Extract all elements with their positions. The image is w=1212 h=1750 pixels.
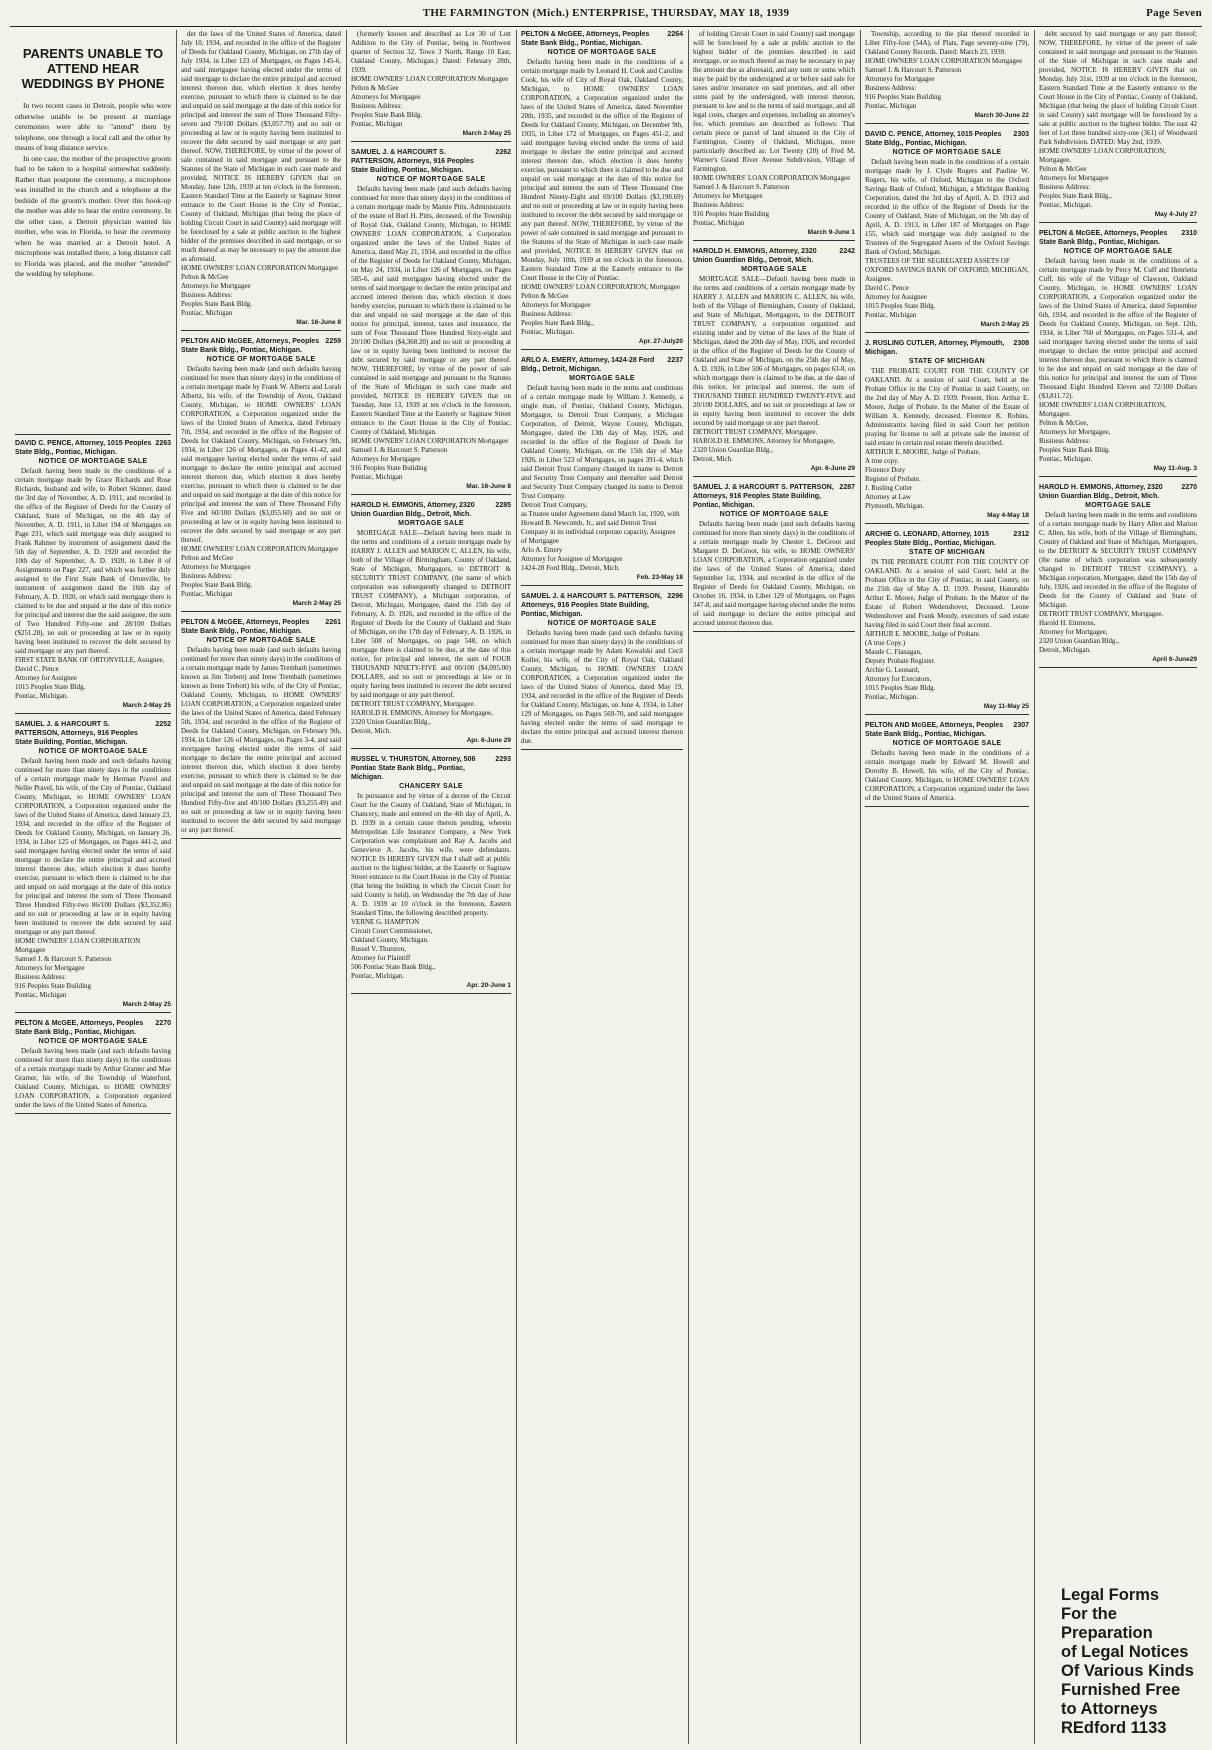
ad-line: For the Preparation: [1061, 1605, 1153, 1642]
ad-line: to Attorneys: [1061, 1700, 1158, 1718]
notice-title: NOTICE OF MORTGAGE SALE: [206, 637, 316, 644]
column-content: [176, 30, 346, 1744]
column-1: [10, 30, 177, 1744]
notice-signature: VERNE G. HAMPTON Circuit Court Commissioner, Oakland County, Michigan. Russel V. Thurston, Attorney for Plaintiff 506 Pontiac State Bank Bldg., Pontiac, Michigan.: [351, 918, 436, 980]
masthead: [10, 4, 1202, 27]
notice-body: Defaults having been made (and such defaults having continued for more than ninety days) in the conditions of a certain mortgage made by Frank W. Albertz and Lorah Albertz, his wife, of the Township of Avon, Oakland County, Michigan, to HOME OWNERS' LOAN CORPORATION, a Corporation organized under the laws of the United States of America, dated February 7th, 1934, and recorded in the office of the Register of Deeds for Oakland County, Michigan, on February 9th, 1934, in Liber 126 of Mortgages, on Pages 41-42, and said mortgagee having elected under the terms of said mortgage to declare the entire principal and accrued interest thereon due, which election it does hereby exercise, pursuant to which there is claimed to be due and unpaid on said mortgage at the date of this notice for principal and interest the sum of Three Thousand Fifty Five and 60/100 Dollars ($3,055.60) and no suit or proceeding at law or in equity having been instituted to recover the debt secured by said mortgage or any part thereof.: [181, 365, 341, 544]
legal-notice: [181, 30, 341, 331]
notice-attorney: SAMUEL J. & HARCOURT S. PATTERSON, Attorneys, 916 Peoples State Building, Pontiac, Michigan.: [351, 149, 474, 174]
divider: [15, 434, 171, 435]
legal-notice: [15, 1019, 171, 1114]
legal-notice: [181, 618, 341, 839]
notice-body: MORTGAGE SALE—Default having been made in the terms and conditions of a certain mortgage made by HARRY J. ALLEN and MARION C. ALLEN, his wife, both of the Village of Birmingham, County of Oakland, State of Michigan, Mortgagors, to DETROIT & SECURITY TRUST COMPANY, (the name of which corporation was subsequently changed to DETROIT TRUST COMPANY), a Michigan corporation, of Detroit, Michigan, Mortgagee, dated the 15th day of February, A. D. 1926, and recorded in the office of the Register of Deeds for the County of Oakland and State of Michigan, on the 17th day of February, A. D. 1926, in Liber 508 of Mortgages, on page 548, on which mortgage there is claimed to be due, at the date of this notice, for principal and interest, the sum of FOUR THOUSAND NINETY-FIVE and 00/100 ($4,095.00) DOLLARS, and no suit or proceedings at law or in equity having been instituted to recover the debt secured by said mortgage or any part thereof.: [351, 529, 511, 699]
legal-notice: [1039, 30, 1197, 223]
notice-header: [15, 439, 171, 457]
page-number: Page Seven: [1146, 7, 1202, 19]
notice-attorney: DAVID C. PENCE, Attorney, 1015 Peoples State Bldg., Pontiac, Michigan.: [865, 131, 1002, 147]
divider: [15, 1012, 171, 1013]
divider: [521, 749, 683, 750]
notice-number: 2296: [667, 593, 683, 600]
divider: [865, 123, 1029, 124]
legal-notice: [15, 439, 171, 714]
notice-run-dates: Feb. 23-May 18: [636, 574, 683, 581]
legal-notice: [1039, 483, 1197, 668]
notice-signature: HOME OWNERS' LOAN CORPORATION Mortgagee Samuel J. & Harcourt S. Patterson Attorneys for Mortgagee Business Address: 916 Peoples State Building Pontiac, Michigan: [693, 174, 851, 227]
notice-attorney: SAMUEL J. & HARCOURT S. PATTERSON, Attorneys, 916 Peoples State Building, Pontiac, Michigan.: [15, 721, 138, 746]
notice-attorney: PELTON AND McGEE, Attorneys, Peoples State Bank Bldg., Pontiac, Michigan.: [181, 338, 320, 354]
column-7: [1034, 30, 1202, 1744]
notice-run-dates: March 2-May 25: [122, 702, 171, 709]
notice-body: debt secured by said mortgage or any part thereof; NOW, THEREFORE, by virtue of the power of sale contained in said mortgage and pursuant to the Statutes of the State of Michigan in such case made and provided, NOTICE IS HEREBY GIVEN that on Monday, July 31st, 1939 at ten o'clock in the forenoon, Eastern Standard Time at the Easterly entrance to the Court House in the City of Pontiac, County of Oakland, Michigan (that being the place of holding Circuit Court in said County) said mortgage will be foreclosed by a sale at public auction to the highest bidder. The east 42 feet of Lot three hundred sixty-one (361) of Woodward Park Subdivision. DATED: May 2nd, 1939.: [1039, 30, 1197, 146]
notice-header: [1039, 229, 1197, 247]
divider: [865, 523, 1029, 524]
notice-body: In pursuance and by virtue of a decree of the Circuit Court for the County of Oakland, State of Michigan, in Chancery, made and entered on the 4th day of April, A. D. 1939 in a certain cause therein pending, wherein Metropolitan Life Insurance Company, a New York Corporation was complainant and Ray A. Jacobs and Genevieve A. Jacobs, his wife, were defendants. NOTICE IS HEREBY GIVEN that I shall sell at public auction to the highest bidder, at the Easterly or Saginaw Street entrance to the Court House in the City of Pontiac (that being the building in which the Circuit Court for said County is held), on Wednesday the 7th day of June A. D. 1939 at 10 o'clock in the forenoon, Eastern Standard Time, the following described property.: [351, 792, 511, 917]
divider: [865, 806, 1029, 807]
notice-body: Defaults having been made in the conditions of a certain mortgage made by Leonard H. Cook and Caroline Cook, his wife of City of Royal Oak, Oakland County, Michigan, to HOME OWNERS' LOAN CORPORATION, a Corporation organized under the laws of the United States of America, dated November 20th, 1935, and recorded in the office of the Register of Deeds for Oakland County, Michigan, on December 9th, 1935, in Liber 172 of Mortgages, on Pages 451-2, and said mortgagee having elected under the terms of said mortgage to declare the entire principal and accrued interest thereon due, which election it does hereby exercise, pursuant to which there is claimed to be due and unpaid on said mortgage at the date of this notice for principal and interest the sum of Three Thousand One Hundred Ninety-Eight and 69/100 Dollars ($3,198.69) and no suit or proceeding at law or in equity having been instituted to recover the debt secured by said mortgage or any part thereof. NOW, THEREFORE, by virtue of the power of sale contained in said mortgage and pursuant to the Statutes of the State of Michigan in such case made and provided, NOTICE IS HEREBY GIVEN that on Monday, July 10th, 1939 at ten o'clock in the forenoon, Eastern Standard Time at the Easterly entrance to the Court House in the City of Pontiac.: [521, 58, 683, 282]
notice-signature: HOME OWNERS' LOAN CORPORATION Mortgagee Pelton & McGee Attorneys for Mortgagee Business Address: Peoples State Bank Bldg. Pontiac, Michigan: [351, 75, 509, 128]
story-paragraph: In one case, the mother of the prospective groom had to be taken to a hospital somewhat suddenly. Rather than postpone the ceremony, a microphone was installed in the church and a telephone at the bedside of the groom's mother. Over this hook-up the mother was able to hear the entire ceremony. In the other case, a Detroit physician wanted his mother, who was in Florida, to hear the ceremony when he was married at a Detroit hotel. A microphone was installed there, a long distance call to Florida was placed, and the mother "attended" the wedding by telephone.: [15, 153, 171, 278]
divider: [351, 993, 511, 994]
notice-signature: Detroit Trust Company, as Trustee under Agreement dated March 1st, 1920, with Howard B. Newcomb, Jr., and said Detroit Trust Company in its individual corporate capacity, Assignee of Mortgagee Arlo A. Emery Attorney for Assignee of Mortgagee 1424-28 Ford Bldg., Detroit, Mich.: [521, 501, 680, 572]
notice-attorney: HAROLD H. EMMONS, Attorney, 2320 Union Guardian Bldg., Detroit, Mich.: [693, 248, 817, 264]
notice-number: 2307: [1013, 722, 1029, 729]
notice-attorney: ARLO A. EMERY, Attorney, 1424-28 Ford Bldg., Detroit, Michigan.: [521, 357, 655, 373]
notice-header: [865, 721, 1029, 739]
masthead-title: THE FARMINGTON (Mich.) ENTERPRISE, THURSDAY, MAY 18, 1939: [422, 7, 790, 19]
notice-run-dates: March 2-May 25: [292, 600, 341, 607]
notice-signature: HOME OWNERS' LOAN CORPORATION, Mortgagee Pelton & McGee Attorneys for Mortgagee Business Address: Peoples State Bank Bldg., Pontiac, Michigan.: [521, 283, 680, 336]
notice-header: [15, 1019, 171, 1037]
notice-body: Defaults having been made in the conditions of a certain mortgage made by Edward M. Howell and Dorothy B. Howell, his wife, of the City of Pontiac, Oakland County, Michigan, to HOME OWNERS' LOAN CORPORATION, a Corporation organized under the laws of the United States of America.: [865, 749, 1029, 802]
notice-header: [865, 530, 1029, 548]
notice-body: Default having been made in the conditions of a certain mortgage made by Grace Richards and Rose Richards, husband and wife, to Robert Skinner, dated the 3rd day of November, A. D. 1911, and recorded in the office of the Register of Deeds for the County of Oakland, State of Michigan, on the 4th day of November, A. D. 1911, in Liber 194 of Mortgages on Page 231, which said mortgage was duly assigned to Frank Rahmer by instrument of assignment dated the 5th day of September, A. D. 1920 and recorded the 10th day of September, A. D. 1920, in Liber 8 of Assignments on Page 227, and which was further duly assigned to the First State Bank of Ortonville, by instrument of assignment dated the 16th day of February, A. D. 1920, on which said mortgage there is claimed to be due and unpaid at the date of this notice for principal and interest due the said assignee, the sum of Two Hundred Fifty-one and 28/100 Dollars ($251.28), no suit or proceeding at law or in equity having been instituted to recover the debt secured by said mortgage or any part thereof.: [15, 467, 171, 655]
notice-run-dates: Apr. 6-June 29: [466, 737, 511, 744]
notice-signature: DETROIT TRUST COMPANY, Mortgagee. HAROLD H. EMMONS, Attorney for Mortgagee, 2320 Union Guardian Bldg., Detroit, Mich.: [351, 700, 493, 735]
notice-attorney: SAMUEL J. & HARCOURT S. PATTERSON, Attorneys, 916 Peoples State Building, Pontiac, Michigan.: [521, 593, 662, 618]
notice-signature: DETROIT TRUST COMPANY, Mortgagee. Harold H. Emmons, Attorney for Mortgagee, 2320 Union Guardian Bldg., Detroit, Michigan.: [1039, 610, 1164, 654]
legal-notice: [865, 339, 1029, 524]
divider: [181, 611, 341, 612]
column-2: [176, 30, 347, 1744]
notice-attorney: PELTON & McGEE, Attorneys, Peoples State Bank Bldg., Pontiac, Michigan.: [15, 1020, 144, 1036]
ad-line: REdford 1133: [1061, 1719, 1167, 1737]
legal-notice: [693, 247, 855, 477]
legal-notice: [351, 30, 511, 142]
notice-number: 2270: [155, 1020, 171, 1027]
divider: [351, 748, 511, 749]
notice-signature: HOME OWNERS' LOAN CORPORATION, Mortgagee. Pelton & McGee, Attorneys for Mortgagee, Business Address: Peoples State Bank Bldg. Pontiac, Michigan.: [1039, 401, 1166, 463]
notice-header: [521, 356, 683, 374]
notice-number: 2259: [325, 338, 341, 345]
legal-notice: [521, 592, 683, 750]
notice-header: [351, 148, 511, 175]
notice-body: Defaults having been made (and such defaults having continued for more than ninety days) in the conditions of a certain mortgage made by Mamie Pitts, Administratrix of the estate of Burl H. Pitts, deceased, of the Township of Royal Oak, Oakland County, Michigan, to HOME OWNERS' LOAN CORPORATION, a Corporation organized under the laws of the United States of America, dated May 21, 1934, and recorded in the office of the Register of Deeds for Oakland County, Michigan, on May 24, 1934, in Liber 126 of Mortgages, on Pages 585-6, and said mortgagee having elected under the terms of said mortgage to declare the entire principal and accrued interest thereon due, which election it does hereby exercise, pursuant to which there is claimed to be due and unpaid on said mortgage at the date of this notice for principal, interest, taxes and insurance, the sum of Four Thousand Three Hundred Sixty-eight and 20/100 Dollars ($4,368.20) and no suit or proceeding at law or in equity having been instituted to recover the debt secured by said mortgage or any part thereof. NOW, THEREFORE, by virtue of the power of sale contained in said mortgage and pursuant to the Statutes of the State of Michigan in such case made and provided, NOTICE IS HEREBY GIVEN that on Tuesday, June 13, 1939 at ten o'clock in the forenoon, Eastern Standard Time at the Easterly or Saginaw Street entrance to the Court House in the City of Pontiac, County of Oakland, Michigan.: [351, 185, 511, 436]
notice-attorney: RUSSEL V. THURSTON, Attorney, 506 Pontiac State Bank Bldg., Pontiac, Michigan.: [351, 756, 476, 781]
notice-header: [865, 339, 1029, 357]
ad-line: Of Various Kinds: [1061, 1662, 1194, 1680]
notice-attorney: PELTON & McGEE, Attorneys, Peoples State Bank Bldg., Pontiac, Michigan.: [521, 31, 650, 47]
notice-signature: HOME OWNERS' LOAN CORPORATION Mortgagee Samuel J. & Harcourt S. Patterson Attorneys for Mortgagee 916 Peoples State Building Pontiac, Michigan: [351, 437, 509, 481]
column-3: [346, 30, 517, 1744]
notice-signature: HOME OWNERS' LOAN CORPORATION, Mortgagee. Pelton & McGee Attorneys for Mortgagee Business Address: Peoples State Bank Bldg., Pontiac, Michigan.: [1039, 147, 1166, 209]
notice-title: NOTICE OF MORTGAGE SALE: [38, 458, 148, 465]
notice-body: Default having been made in the conditions of a certain mortgage made by Percy M. Cuff and Henrietta Cuff, his wife of the Village of Clawson, Oakland County, Michigan, to HOME OWNERS' LOAN CORPORATION, a Corporation organized under the laws of the United States of America, dated September 6th, 1934, and recorded in the office of the Register of Deeds for Oakland County, Michigan, on Sept. 12th, 1934, in Liber 760 of Mortgages, on Pages 531-4, and said mortgagee having elected under the terms of said mortgage to declare the entire principal and accrued interest thereon due, pursuant to which there is claimed to be due and unpaid on said mortgage at the date of this notice for principal and interest the sum of Three Thousand Eight Hundred Eleven and 72/100 Dollars ($3,811.72).: [1039, 257, 1197, 400]
notice-header: [693, 247, 855, 265]
notice-body: (formerly known and described as Lot 30 of Lott Addition to the City of Pontiac, being in Northwest quarter of Section 32, Town 3 North, Range 10 East, Oakland County, Michigan.) Dated: February 28th, 1939.: [351, 30, 511, 74]
notice-number: 2285: [495, 502, 511, 509]
notice-attorney: PELTON & McGEE, Attorneys, Peoples State Bank Bldg., Pontiac, Michigan.: [1039, 230, 1168, 246]
notice-signature: DETROIT TRUST COMPANY, Mortgagee. HAROLD H. EMMONS, Attorney for Mortgagee, 2320 Union Guardian Bldg., Detroit, Mich.: [693, 428, 835, 463]
divider: [521, 585, 683, 586]
notice-title: NOTICE OF MORTGAGE SALE: [376, 176, 486, 183]
notice-run-dates: March 9-June 1: [807, 229, 855, 236]
legal-notice: [1039, 229, 1197, 477]
notice-attorney: J. RUSLING CUTLER, Attorney, Plymouth, Michigan.: [865, 340, 1005, 356]
notice-signature: ARTHUR E. MOORE, Judge of Probate. A true copy. Florence Doty Register of Probate. J. Rusling Cutler Attorney at Law Plymouth, Michigan.: [865, 448, 981, 510]
divider: [693, 476, 855, 477]
column-6: [860, 30, 1035, 1744]
notice-title: NOTICE OF MORTGAGE SALE: [1063, 248, 1173, 255]
notice-run-dates: May 11-Aug. 3: [1153, 465, 1197, 472]
divider: [181, 838, 341, 839]
notice-number: 2310: [1181, 230, 1197, 237]
notice-number: 2303: [1013, 131, 1029, 138]
divider: [693, 631, 855, 632]
notice-number: 2312: [1013, 531, 1029, 538]
story-paragraph: In two recent cases in Detroit, people who were otherwise unable to be present at marriage ceremonies were able to "attend" them by telephone, one through a local call and the other by means of long distance service.: [15, 101, 171, 152]
notice-run-dates: May 4-July 27: [1154, 211, 1197, 218]
column-content: [688, 30, 860, 1744]
notice-title: NOTICE OF MORTGAGE SALE: [38, 1038, 148, 1045]
story-headline: PARENTS UNABLE TO ATTEND HEAR WEDDINGS BY PHONE: [21, 46, 165, 91]
legal-notice: [15, 720, 171, 1013]
notice-header: [865, 130, 1029, 148]
notice-run-dates: March 2-May 25: [980, 321, 1029, 328]
notice-signature: HOME OWNERS' LOAN CORPORATION Mortgagee Samuel J. & Harcourt S. Patterson Attorneys for Mortgagee Business Address: 916 Peoples State Building Pontiac, Michigan: [865, 57, 1023, 110]
notice-number: 2262: [495, 149, 511, 156]
notice-number: 2263: [155, 440, 171, 447]
legal-notice: [693, 483, 855, 632]
notice-run-dates: March 30-June 22: [974, 112, 1029, 119]
notice-signature: HOME OWNERS' LOAN CORPORATION Mortgagee Pelton & McGee Attorneys for Mortgagee Business Address: Peoples State Bank Bldg. Pontiac, Michigan: [181, 264, 339, 317]
notice-signature: TRUSTEES OF THE SEGREGATED ASSETS OF OXFORD SAVINGS BANK OF OXFORD, MICHIGAN, Assignee. David C. Pence Attorney for Assignee 1015 Peoples State Bldg. Pontiac, Michigan: [865, 257, 1029, 319]
notice-header: [15, 720, 171, 747]
notice-number: 2308: [1013, 340, 1029, 347]
divider: [15, 713, 171, 714]
divider: [1039, 667, 1197, 668]
notice-run-dates: Apr. 27-July20: [638, 338, 683, 345]
notice-header: [181, 337, 341, 355]
notice-body: MORTGAGE SALE—Default having been made in the terms and conditions of a certain mortgage made by HARRY J. ALLEN and MARION C. ALLEN, his wife, both of the Village of Birmingham, County of Oakland, and State of Michigan, Mortgagors, to the DETROIT TRUST COMPANY, a corporation organized and existing under and by virtue of the laws of the State of Michigan, dated the 20th day of May, 1926, and recorded in the office of the Register of Deeds for the County of Oakland and State of Michigan, on the 25th day of May, A. D. 1926, in Liber 506 of Mortgages, on pages 63-8, on which mortgage there is claimed to be due, at the date of this notice, for principal and interest, the sum of THOUSAND THREE HUNDRED TWENTY-FIVE and 20/100 DOLLARS, and no suit or proceedings at law or in equity having been instituted to recover the debt secured by said mortgage or any part thereof.: [693, 275, 855, 427]
column-content: [10, 30, 176, 1744]
notice-header: [181, 618, 341, 636]
notice-run-dates: March 2-May 25: [122, 1001, 171, 1008]
notice-body: THE PROBATE COURT FOR THE COUNTY OF OAKLAND. At a session of said Court, held at the Probate Office in the City of Pontiac in said County, on the 2nd day of May A. D. 1939. Present, Hon. Arthur E. Moore, Judge of Probate. In the Matter of the Estate of William A. Kennedy, deceased. Florence K. Robins, Administratrix having filed in said Court her petition praying for license to sell at private sale the interest of said estate in certain real estate therein described.: [865, 367, 1029, 447]
notice-signature: FIRST STATE BANK OF ORTONVILLE, Assignee. David C. Pence Attorney for Assignee 1015 Peoples State Bldg. Pontiac, Michigan.: [15, 656, 165, 700]
notice-number: 2252: [155, 721, 171, 728]
notice-signature: ARTHUR E. MOORE, Judge of Probate. (A true Copy.) Maude C. Flanagan, Deputy Probate Register. Archie G. Leonard, Attorney for Executors, 1015 Peoples State Bldg. Pontiac, Michigan.: [865, 630, 981, 701]
notice-body: der the laws of the United States of America, dated July 10, 1934, and recorded in the office of the Register of Deeds for Oakland County, Michigan, on 27th day of July 1934, in Liber 123 of Mortgages, on Pages 145-6, and said mortgagee having elected under the terms of said mortgage to declare the entire principal and accrued interest thereon due, which election it does hereby exercise, pursuant to which there is claimed to be due and unpaid on said mortgage at the date of this notice for principal and interest the sum of Three Thousand Fifty-seven and 79/100 Dollars ($3,057.79) and no suit or proceeding at law or in equity having been instituted to recover the debt secured by said mortgage or any part thereof. NOW, THEREFORE, by virtue of the power of sale contained in said mortgage and pursuant to the Statutes of the State of Michigan in such case made and provided, NOTICE IS HEREBY GIVEN that on Monday, June 12th, 1939 at ten o'clock in the forenoon, Eastern Standard Time at the Easterly or Saginaw Street entrance to the Court House in the City of Pontiac, County of Oakland, Michigan (that being the place of holding Circuit Court in said County) said mortgage will be foreclosed by a sale at public auction to the highest bidder of the premises described in said mortgage, or so much thereof as may be necessary to pay the amount due as aforesaid.: [181, 30, 341, 263]
notice-title: NOTICE OF MORTGAGE SALE: [547, 49, 657, 56]
notice-header: [521, 30, 683, 48]
notice-attorney: ARCHIE G. LEONARD, Attorney, 1015 Peoples State Bldg., Pontiac, Michigan.: [865, 531, 996, 547]
notice-title: NOTICE OF MORTGAGE SALE: [547, 620, 657, 627]
notice-attorney: PELTON AND McGEE, Attorneys, Peoples State Bank Bldg., Pontiac, Michigan.: [865, 722, 1004, 738]
column-content: [346, 30, 516, 1744]
divider: [1039, 476, 1197, 477]
legal-notice: [521, 30, 683, 350]
notice-body: Default having been made in the terms and conditions of a certain mortgage made by Harry Allen and Marion C. Allen, his wife, both of the Village of Birmingham, County of Oakland and State of Michigan, Mortgagors, to the DETROIT & SECURITY TRUST COMPANY (the name of which corporation was subsequently changed to DETROIT TRUST COMPANY), a Michigan corporation, Mortgagee, dated the 15th day of July, 1926, and recorded in the office of the Register of Deeds for the County of Oakland and State of Michigan.: [1039, 511, 1197, 609]
notice-number: 2242: [839, 248, 855, 255]
notice-body: Defaults having been made (and such defaults having continued for more than ninety days) in the conditions of a certain mortgage made by Adam Kowalski and Cecil Koller, his wife, of the City of Royal Oak, Oakland County, Michigan, to HOME OWNERS' LOAN CORPORATION, a Corporation organized under the laws of the United States of America, dated May 19, 1934, and recorded in the office of the Register of Deeds for Oakland County, Michigan, on June 4, 1934, in Liber 129 of Mortgages, on Pages 569-70, and said mortgagee having elected under the terms of said mortgage to declare the entire principal and accrued interest thereon due.: [521, 629, 683, 745]
notice-body: of holding Circuit Court in said County) said mortgage will be foreclosed by a sale at public auction to the highest bidder of the premises described in said mortgage, or so much thereof as may be necessary to pay the amount due as aforesaid, and any sum or sums which may be paid by the undersigned at or before said sale for taxes and/or insurance on said premises, and all other sums paid by the undersigned, with interest thereon, pursuant to law and to the terms of said mortgage, and all legal costs, charges and expenses, including an attorney's fee, which premises are described as follows: That certain piece or parcel of land situated in the City of Farmington, County of Oakland, Michigan, more particularly described as: Lot Twenty (20) of Fred M. Warner's Grand River Avenue Subdivision, Village of Farmington.: [693, 30, 855, 173]
notice-title: MORTGAGE SALE: [1085, 502, 1151, 509]
notice-signature: HOME OWNERS' LOAN CORPORATION Mortgagee Samuel J. & Harcourt S. Patterson Attorneys for Mortgagee Business Address: 916 Peoples State Building Pontiac, Michigan: [15, 937, 141, 999]
notice-number: 2261: [325, 619, 341, 626]
notice-title: MORTGAGE SALE: [569, 375, 635, 382]
column-4: [516, 30, 689, 1744]
notice-title: NOTICE OF MORTGAGE SALE: [206, 356, 316, 363]
divider: [1039, 222, 1197, 223]
notice-header: [351, 501, 511, 519]
notice-attorney: PELTON & McGEE, Attorneys, Peoples State Bank Bldg., Pontiac, Michigan.: [181, 619, 310, 635]
notice-header: [1039, 483, 1197, 501]
notice-title: STATE OF MICHIGAN: [908, 549, 985, 556]
notice-body: Defaults having been made (and such defaults having continued for more than ninety days) in the conditions of a certain mortgage made by Chester L. DeGroot and Margaret D. DeGroot, his wife, to HOME OWNERS' LOAN CORPORATION, a Corporation organized under the laws of the United States of America, dated September 1st, 1934, and recorded in the office of the Register of Deeds for Oakland County, Michigan, on October 16, 1934, in Liber 129 of Mortgages, on Pages 347-8, and said mortgagee having elected under the terms of said mortgage to declare the entire principal and accrued interest thereon due.: [693, 520, 855, 627]
legal-notice: [351, 148, 511, 495]
divider: [693, 240, 855, 241]
notice-title: MORTGAGE SALE: [741, 266, 807, 273]
notice-number: 2270: [1181, 484, 1197, 491]
notice-header: [351, 755, 511, 782]
notice-body: Defaults having been made (and such defaults having continued for more than ninety days) in the conditions of a certain mortgage made by James Trembath (sometimes known as Jim Trebott) and Irene Trembath (sometimes known as Irene Trebott) his wife, of the City of Pontiac, Oakland County, Michigan, to HOME OWNERS' LOAN CORPORATION, a Corporation organized under the laws of the United States of America, dated February 5th, 1934, and recorded in the office of the Register of Deeds for Oakland County, Michigan, on February 9th, 1934, in Liber 126 of Mortgages, on Pages 3-4, and said mortgagee having elected under the terms of said mortgage to declare the entire principal and accrued interest thereon due, which election it does hereby exercise, pursuant to which there is claimed to be due and unpaid on said mortgage at the date of this notice for principal and interest the sum of Three Thousand Two Hundred Fifty-five and 49/100 Dollars ($3,255.49) and no suit or proceeding at law or in equity having been instituted to recover the debt secured by said mortgage or any part thereof.: [181, 646, 341, 834]
notice-title: NOTICE OF MORTGAGE SALE: [892, 740, 1002, 747]
notice-run-dates: Apr. 6-June 29: [810, 465, 855, 472]
notice-number: 2287: [839, 484, 855, 491]
notice-run-dates: Mar. 16-June 8: [466, 483, 511, 490]
notice-run-dates: March 2-May 25: [462, 130, 511, 137]
notice-header: [693, 483, 855, 510]
notice-header: [521, 592, 683, 619]
notice-body: Default having been made (and such defaults having continued for more than ninety days) in the conditions of a certain mortgage made by Arthur Gramer and Mae Gramer, his wife, of the Township of Waterford, Oakland County, Michigan, to HOME OWNERS' LOAN CORPORATION, a Corporation organized under the laws of the United States of America.: [15, 1047, 171, 1109]
notice-run-dates: May 11-May 25: [983, 703, 1029, 710]
notice-signature: HOME OWNERS' LOAN CORPORATION Mortgagee Pelton and McGee Attorneys for Mortgagee Business Address: Peoples State Bank Bldg. Pontiac, Michigan: [181, 545, 339, 598]
legal-notice: [521, 356, 683, 586]
divider: [865, 714, 1029, 715]
column-content: [1034, 30, 1202, 1590]
columns: [10, 30, 1202, 1744]
notice-body: Default having been made in the conditions of a certain mortgage made by J. Clyde Rogers and Pauline W. Rogers, his wife, of Oxford, Michigan to the Oxford Savings Bank of Oxford, Michigan, a Michigan Banking Corporation, dated the 3rd day of April, A. D. 1913 and recorded in the office of the Register of Deeds for the County of Oakland, State of Michigan, on the 5th day of April, A. D. 1913, in Liber 187 of Mortgages on Page 155, which said mortgage was duly assigned to the Trustees of the Segregated Assets of the Oxford Savings Bank of Oxford, Michigan.: [865, 158, 1029, 256]
notice-body: Township, according to the plat thereof recorded in Liber Fifty-four (54A), of Plats, Page seventy-nine (79), Oakland County Records. Dated: March 23, 1939.: [865, 30, 1029, 56]
legal-notice: [865, 721, 1029, 807]
divider: [521, 349, 683, 350]
divider: [181, 330, 341, 331]
legal-notice: [865, 130, 1029, 333]
legal-notice: [181, 337, 341, 612]
ad-line: Legal Forms: [1061, 1586, 1160, 1604]
divider: [15, 1113, 171, 1114]
notice-body: Default having been made and such defaults having continued for more than ninety days in the conditions of a certain mortgage made by Herman Pravel and Nellie Pravel, his wife, of the City of Pontiac, Oakland County, Michigan, to HOME OWNERS' LOAN CORPORATION, a Corporation organized under the laws of the United States of America, dated January 23, 1934, and recorded in the office of the Register of Deeds for Oakland County, Michigan, on January 26, 1934, in Liber 125 of Mortgages, on Pages 441-2, and said mortgagee having elected under the terms of said mortgage to declare the entire principal and accrued interest thereon due, which election it does hereby exercise, pursuant to which there is claimed to be due and unpaid on said mortgage at the date of this notice for principal and interest the sum of Three Thousand Three Hundred Fifty-two 86/100 Dollars ($3,352.86) and no suit or proceeding at law or in equity having been instituted to recover the debt secured by said mortgage or any part thereof.: [15, 757, 171, 936]
legal-notice: [693, 30, 855, 241]
notice-number: 2264: [667, 31, 683, 38]
notice-number: 2293: [495, 756, 511, 763]
column-content: [516, 30, 688, 1744]
legal-notice: [865, 30, 1029, 124]
notice-number: 2237: [667, 357, 683, 364]
notice-run-dates: April 6-June29: [1152, 656, 1197, 663]
notice-run-dates: Apr. 20-June 1: [466, 982, 511, 989]
divider: [865, 332, 1029, 333]
notice-title: NOTICE OF MORTGAGE SALE: [719, 511, 829, 518]
story-body: [15, 101, 171, 431]
divider: [351, 141, 511, 142]
notice-title: NOTICE OF MORTGAGE SALE: [892, 149, 1002, 156]
ad-line: of Legal Notices: [1061, 1643, 1189, 1661]
notice-run-dates: Mar. 16-June 8: [296, 319, 341, 326]
notice-title: CHANCERY SALE: [399, 783, 463, 790]
notice-attorney: DAVID C. PENCE, Attorney, 1015 Peoples State Bldg., Pontiac, Michigan.: [15, 440, 152, 456]
legal-notice: [351, 755, 511, 994]
legal-notice: [351, 501, 511, 749]
legal-notice: [865, 530, 1029, 715]
notice-run-dates: May 4-May 18: [987, 512, 1029, 519]
legal-forms-ad: [1039, 1586, 1197, 1738]
notice-attorney: HAROLD H. EMMONS, Attorney, 2320 Union Guardian Bldg., Detroit, Mich.: [351, 502, 475, 518]
ad-line: Furnished Free: [1061, 1681, 1181, 1699]
notice-body: IN THE PROBATE COURT FOR THE COUNTY OF OAKLAND. At a session of said Court, held at the Probate Office in the City of Pontiac, in said County, on the 25th day of May A. D. 1939. Present, Honorable Arthur E. Moore, Judge of Probate. In the Matter of the Estate of Robert Wedenshover, Deceased. Leone Wedenshover and Frank Moody, executors of said estate having filed in said Court their final account.: [865, 558, 1029, 629]
notice-attorney: HAROLD H. EMMONS, Attorney, 2320 Union Guardian Bldg., Detroit, Mich.: [1039, 484, 1163, 500]
notice-title: NOTICE OF MORTGAGE SALE: [38, 748, 148, 755]
notice-body: Default having been made in the terms and conditions of a certain mortgage made by William J. Kennedy, a single man, of Pontiac, Oakland County, Michigan, Mortgagor, to Detroit Trust Company, a Michigan Corporation, of Detroit, Wayne County, Michigan, Mortgagee, dated the 13th day of May, 1926, and recorded in the office of the Register of Deeds for Oakland County, Michigan, on the 15th day of May 1926, in Liber 523 of Mortgages, on pages 391-4, which said Detroit Trust Company changed its name to Detroit and Security Trust Company and thereafter said Detroit and Security Trust Company changed its name to Detroit Trust Company.: [521, 384, 683, 500]
divider: [351, 494, 511, 495]
column-5: [688, 30, 861, 1744]
notice-title: MORTGAGE SALE: [398, 520, 464, 527]
notice-title: STATE OF MICHIGAN: [908, 358, 985, 365]
notice-attorney: SAMUEL J. & HARCOURT S. PATTERSON, Attorneys, 916 Peoples State Building, Pontiac, Michigan.: [693, 484, 834, 509]
column-content: [860, 30, 1034, 1744]
